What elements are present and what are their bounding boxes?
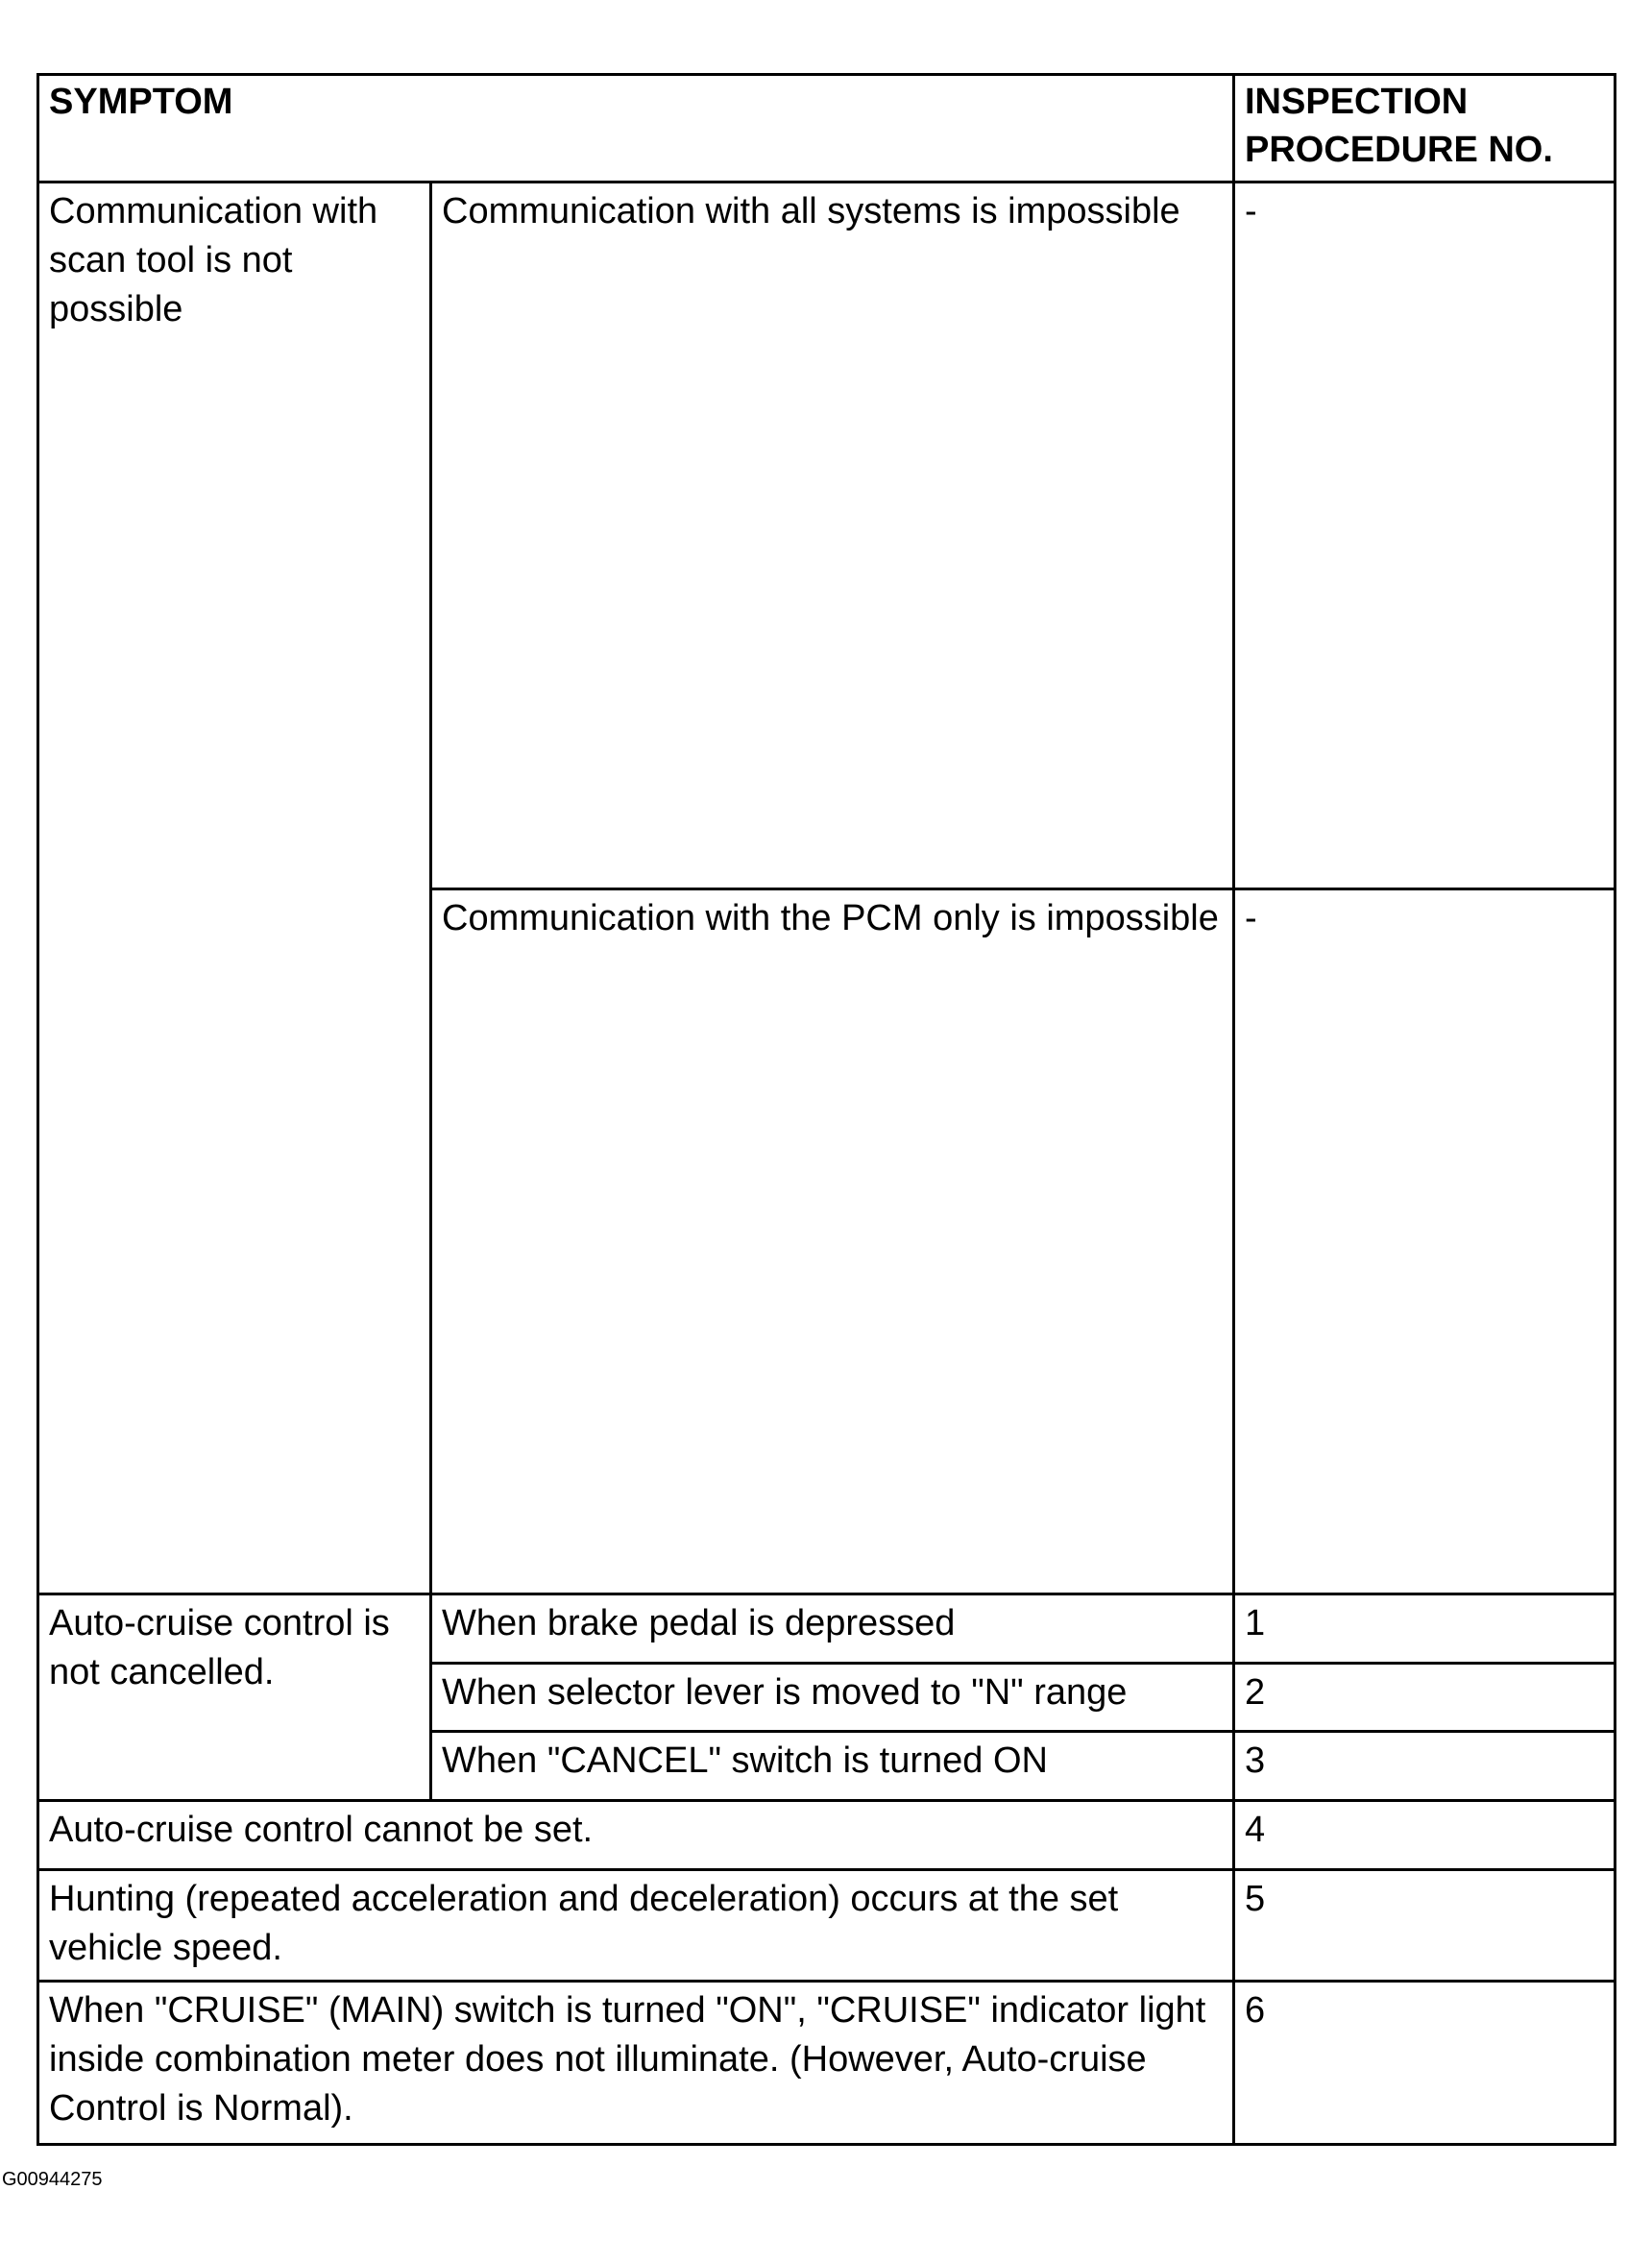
procedure-cancel-switch: 3: [1234, 1732, 1616, 1801]
procedure-selector-lever: 2: [1234, 1664, 1616, 1732]
table-row: [38, 1801, 1616, 1870]
procedure-cannot-set: 4: [1234, 1801, 1616, 1870]
figure-id: G00944275: [2, 2169, 103, 2190]
symptom-hunting: Hunting (repeated acceleration and deceleration) occurs at the set vehicle speed.: [38, 1870, 1234, 1982]
header-procedure: INSPECTION PROCEDURE NO.: [1234, 75, 1616, 182]
procedure-brake-pedal: 1: [1234, 1594, 1616, 1664]
symptom-cannot-set: Auto-cruise control cannot be set.: [38, 1801, 1234, 1870]
condition-communication-all: Communication with all systems is impossible: [431, 182, 1234, 889]
table-row: [38, 1870, 1616, 1982]
symptom-cruise-indicator: When "CRUISE" (MAIN) switch is turned "ON", "CRUISE" indicator light inside combination meter does not illuminate. (However, Auto-cruise Control is Normal).: [38, 1982, 1234, 2145]
condition-brake-pedal: When brake pedal is depressed: [431, 1594, 1234, 1664]
symptom-table: [36, 73, 1616, 2146]
symptom-group-communication: Communication with scan tool is not possible: [38, 182, 431, 1594]
procedure-communication-all: -: [1234, 182, 1616, 889]
header-symptom: SYMPTOM: [38, 75, 1234, 182]
condition-communication-pcm: Communication with the PCM only is impossible: [431, 889, 1234, 1594]
symptom-group-auto-cruise: Auto-cruise control is not cancelled.: [38, 1594, 431, 1801]
table-row: [38, 1594, 1616, 1664]
table-row: [38, 182, 1616, 889]
condition-cancel-switch: When "CANCEL" switch is turned ON: [431, 1732, 1234, 1801]
procedure-communication-pcm: -: [1234, 889, 1616, 1594]
procedure-hunting: 5: [1234, 1870, 1616, 1982]
table-header-row: [38, 75, 1616, 182]
condition-selector-lever: When selector lever is moved to "N" range: [431, 1664, 1234, 1732]
procedure-cruise-indicator: 6: [1234, 1982, 1616, 2145]
table-row: [38, 1982, 1616, 2145]
